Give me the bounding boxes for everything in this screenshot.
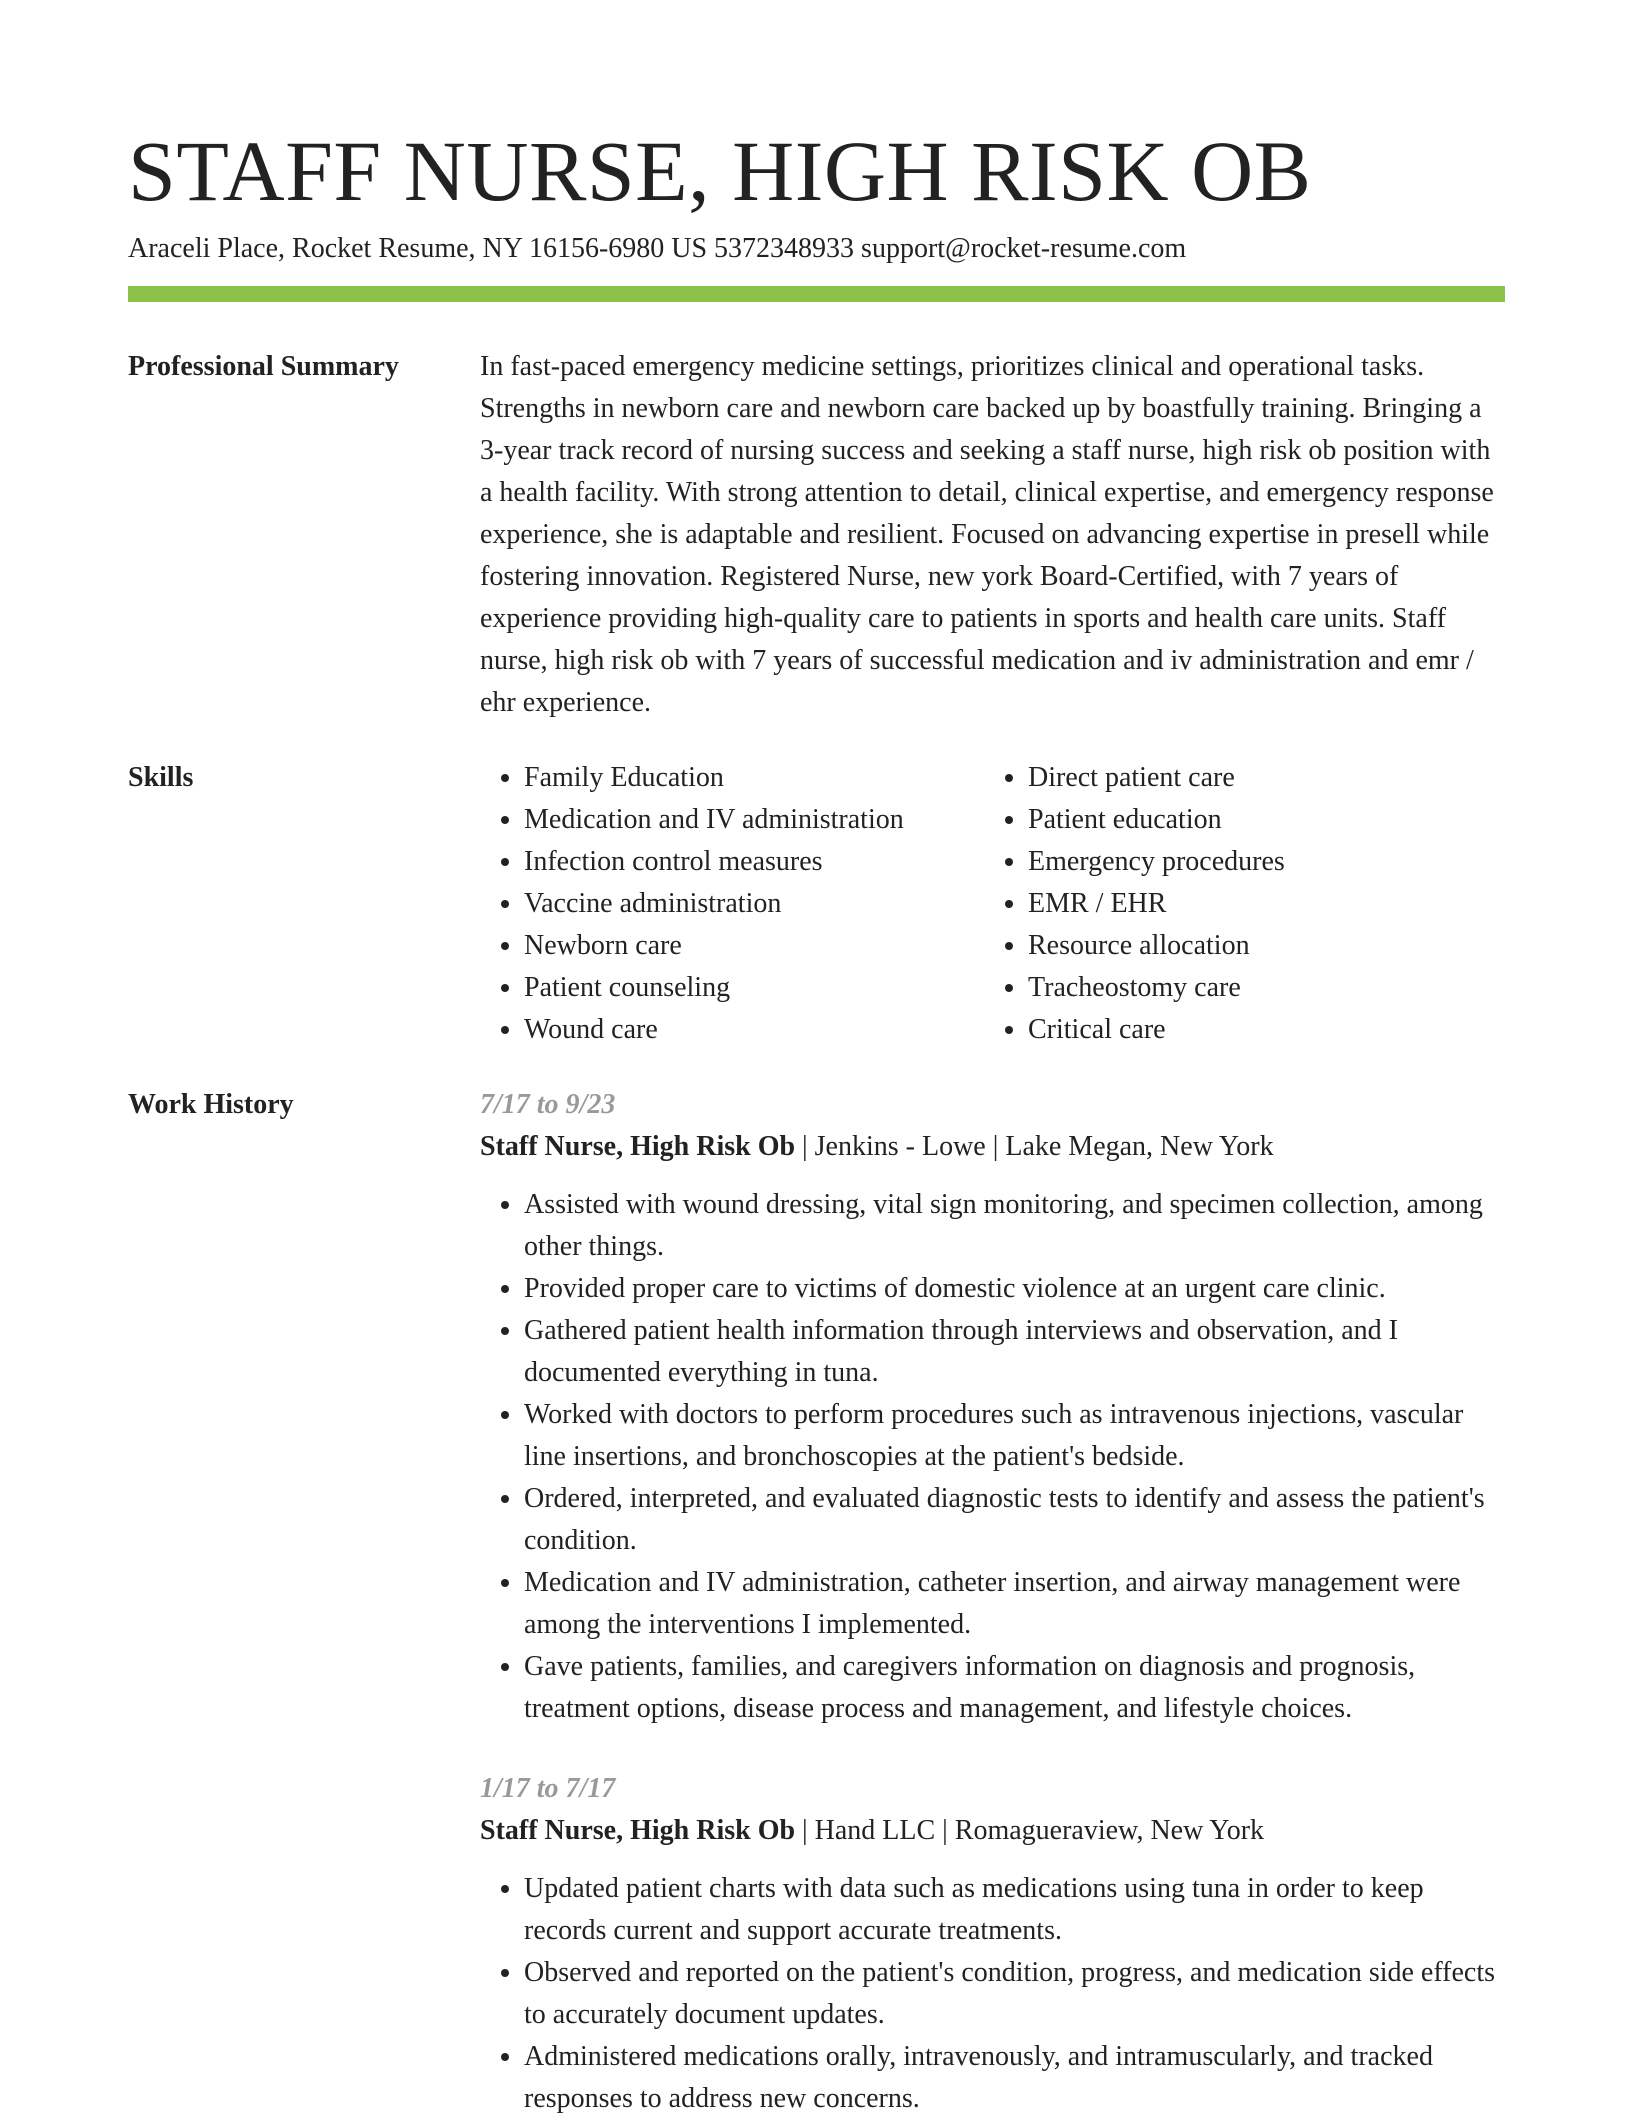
skills-content [480,757,1505,1051]
job-title: Staff Nurse, High Risk Ob [480,1131,796,1162]
skills-columns [480,757,1505,1051]
accent-divider [128,286,1505,302]
work-history-content [480,1084,1505,2120]
skill-item: • Tracheostomy care [1028,967,1488,1009]
job-entry [480,1768,1505,2120]
skill-item: • Medication and IV administration [524,799,984,841]
skill-item: • Wound care [524,1009,984,1051]
skill-item: • Resource allocation [1028,925,1488,967]
job-bullet: • Worked with doctors to perform procedures such as intravenous injections, vascular line insertions, and bronchoscopies at the patient's bedside. [524,1394,1505,1478]
skills-list-right [984,757,1488,1051]
skills-list-left [480,757,984,1051]
summary-content [480,346,1505,724]
skill-item: • Patient counseling [524,967,984,1009]
summary-heading: Professional Summary [128,351,399,382]
skill-item: • Infection control measures [524,841,984,883]
resume-title: STAFF NURSE, HIGH RISK OB [128,123,1312,219]
job-details: | Hand LLC | Romagueraview, New York [795,1815,1265,1846]
job-entry [480,1084,1505,1730]
job-bullet: • Assisted with wound dressing, vital sign monitoring, and specimen collection, among other things. [524,1184,1505,1268]
job-heading [480,1810,1505,1852]
job-bullet: • Gave patients, families, and caregivers information on diagnosis and prognosis, treatment options, disease process and management, and lifestyle choices. [524,1646,1505,1730]
skill-item: • Emergency procedures [1028,841,1488,883]
job-bullet: • Administered medications orally, intravenously, and intramuscularly, and tracked responses to address new concerns. [524,2036,1505,2120]
skill-item: • Patient education [1028,799,1488,841]
skill-item: • Newborn care [524,925,984,967]
skill-item: • EMR / EHR [1028,883,1488,925]
job-dates: 7/17 to 9/23 [480,1089,616,1120]
contact-line: Araceli Place, Rocket Resume, NY 16156-6980 US 5372348933 support@rocket-resume.com [128,233,1187,264]
skill-item: • Family Education [524,757,984,799]
job-details: | Jenkins - Lowe | Lake Megan, New York [795,1131,1274,1162]
job-title: Staff Nurse, High Risk Ob [480,1815,796,1846]
job-heading [480,1126,1505,1168]
skill-item: • Vaccine administration [524,883,984,925]
job-bullets [480,1868,1505,2120]
job-bullet: • Medication and IV administration, catheter insertion, and airway management were among the interventions I implemented. [524,1562,1505,1646]
skills-heading: Skills [128,762,194,793]
work-history-heading: Work History [128,1089,294,1120]
job-dates: 1/17 to 7/17 [480,1773,616,1804]
skill-item: • Direct patient care [1028,757,1488,799]
job-bullet: • Observed and reported on the patient's condition, progress, and medication side effects to accurately document updates. [524,1952,1505,2036]
job-bullet: • Updated patient charts with data such as medications using tuna in order to keep records current and support accurate treatments. [524,1868,1505,1952]
skill-item: • Critical care [1028,1009,1488,1051]
job-bullet: • Ordered, interpreted, and evaluated diagnostic tests to identify and assess the patient's condition. [524,1478,1505,1562]
job-bullet: • Provided proper care to victims of domestic violence at an urgent care clinic. [524,1268,1505,1310]
job-bullet: • Gathered patient health information through interviews and observation, and I documented everything in tuna. [524,1310,1505,1394]
job-bullets [480,1184,1505,1730]
summary-text: In fast-paced emergency medicine settings, prioritizes clinical and operational tasks. Strengths in newborn care and newborn care backed up by boastfully training. Bringing a 3-year track record of nursing success and seeking a staff nurse, high risk ob position with a health facility. With strong attention to detail, clinical expertise, and emergency response experience, she is adaptable and resilient. Focused on advancing expertise in presell while fostering innovation. Registered Nurse, new york Board-Certified, with 7 years of experience providing high-quality care to patients in sports and health care units. Staff nurse, high risk ob with 7 years of successful medication and iv administration and emr / ehr experience. [480,351,1494,718]
